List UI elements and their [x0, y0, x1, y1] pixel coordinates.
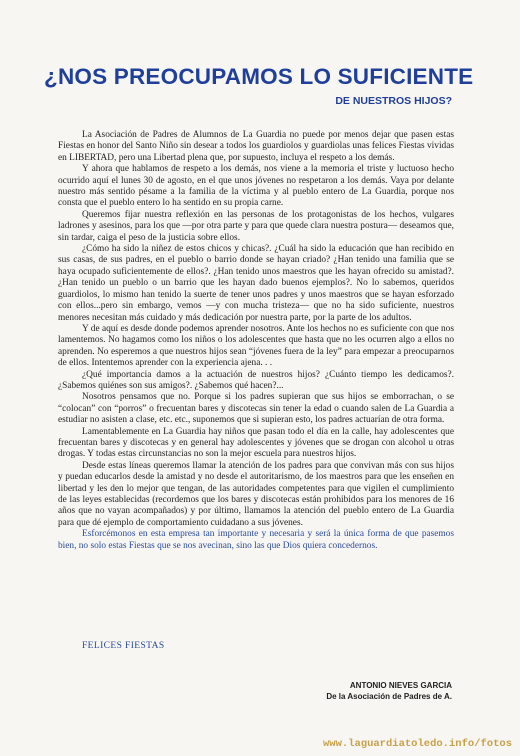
signature — [326, 680, 452, 702]
paragraph: Desde estas líneas queremos llamar la atención de los padres para que convivan más con sus hijos y puedan educarlos desde la amistad y no desde el autoritarismo, de los maestros para que les enseñen en libertad y les den lo mejor que tengan, de las autoridades competentes para que vigilen el cumplimiento de las leyes establecidas (recordemos que los bares y discotecas están prohibidos para los menores de 16 años que no vayan acompañados) y por último, llamamos la atención del pueblo entero de La Guardia para que dé ejemplo de comportamiento cuidadano a sus jóvenes. — [58, 460, 454, 528]
closing-greeting: FELICES FIESTAS — [82, 641, 165, 651]
paragraph: Y ahora que hablamos de respeto a los demás, nos viene a la memoria el triste y luctuoso hecho ocurrido aquí el lunes 30 de agosto, en el que unos jóvenes no respetaron a los demás. Vaya por delante nuestro más sentido pésame a la familia de la víctima y al pueblo entero de La Guardia, porque nos consta que el pueblo entero lo ha sentido en su propia carne. — [58, 164, 454, 209]
watermark-url[interactable]: www.laguardiatoledo.info/fotos — [322, 738, 512, 750]
paragraph: ¿Qué importancia damos a la actuación de nuestros hijos? ¿Cuánto tiempo les dedicamos?. ¿Sabemos quiénes son sus amigos?. ¿Sabemos qué hacen?... — [58, 369, 454, 391]
paragraph: ¿Cómo ha sido la niñez de estos chicos y chicas?. ¿Cuál ha sido la educación que han recibido en sus casas, de sus padres, en el pueblo o barrio donde se hayan criado? ¿Han tenido una familia que se haya ocupado suficientemente de ellos?. ¿Han tenido unos maestros que les hayan ofrecido su amistad?. ¿Han tenido un pueblo o un barrio que les hayan dado buenos ejemplos?. No lo sabemos, queridos guardiolos, lo mismo han tenido la suerte de tener unos padres y unos maestros que se hayan esforzado con ellos...pero sin embargo, vemos —y con mucha tristeza— que no ha sido suficiente, nuestros menores necesitan más cuidado y más dedicación por nuestra parte, por la parte de los adultos. — [58, 244, 454, 323]
signature-organization: De la Asociación de Padres de A. — [326, 692, 452, 701]
paragraph: Lamentablemente en La Guardia hay niños que pasan todo el día en la calle, hay adolescentes que frecuentan bares y discotecas y en general hay adolescentes y jóvenes que se drogan con alcohol u otras drogas. Y todas estas circunstancias no son la mejor escuela para nuestros hijos. — [58, 426, 454, 460]
article-subtitle: DE NUESTROS HIJOS? — [335, 95, 452, 107]
article-title: ¿NOS PREOCUPAMOS LO SUFICIENTE — [44, 64, 474, 89]
paragraph: La Asociación de Padres de Alumnos de La Guardia no puede por menos dejar que pasen estas Fiestas en honor del Santo Niño sin desear a todos los guardiolos y guardiolas unas felices Fiestas vividas en LIBERTAD, pero una Libertad plena que, por supuesto, incluya el respeto a los demás. — [58, 130, 454, 163]
signature-name: ANTONIO NIEVES GARCIA — [349, 681, 452, 690]
paragraph: Y de aquí es desde donde podemos aprender nosotros. Ante los hechos no es suficiente con que nos lamentemos. No hagamos como los niños o los adolescentes que hasta que no les ocurren algo a ellos no aprenden. No esperemos a que nuestros hijos sean “jóvenes fuera de la ley” para empezar a preocuparnos de ellos. Intentemos aprender con la experiencia ajena. . . — [58, 323, 454, 369]
paragraph: Esforcémonos en esta empresa tan importante y necesaria y será la única forma de que pasemos bien, no solo estas Fiestas que se nos avecinan, sino las que Dios quiera concedernos. — [58, 529, 454, 551]
paragraph: Nosotros pensamos que no. Porque si los padres supieran que sus hijos se emborrachan, o se “colocan” con “porros” o frecuentan bares y discotecas sin tener la edad o cuando salen de La Guardia a estudiar no asisten a clase, etc. etc., suponemos que si supieran esto, los padres actuarían de otra forma. — [58, 392, 454, 426]
paragraph: Queremos fijar nuestra reflexión en las personas de los protagonistas de los hechos, vulgares ladrones y asesinos, para los que —por otra parte y para que quede clara nuestra postura— deseamos que, sin tardar, caiga el peso de la justicia sobre ellos. — [58, 209, 454, 243]
article-body — [58, 130, 454, 552]
